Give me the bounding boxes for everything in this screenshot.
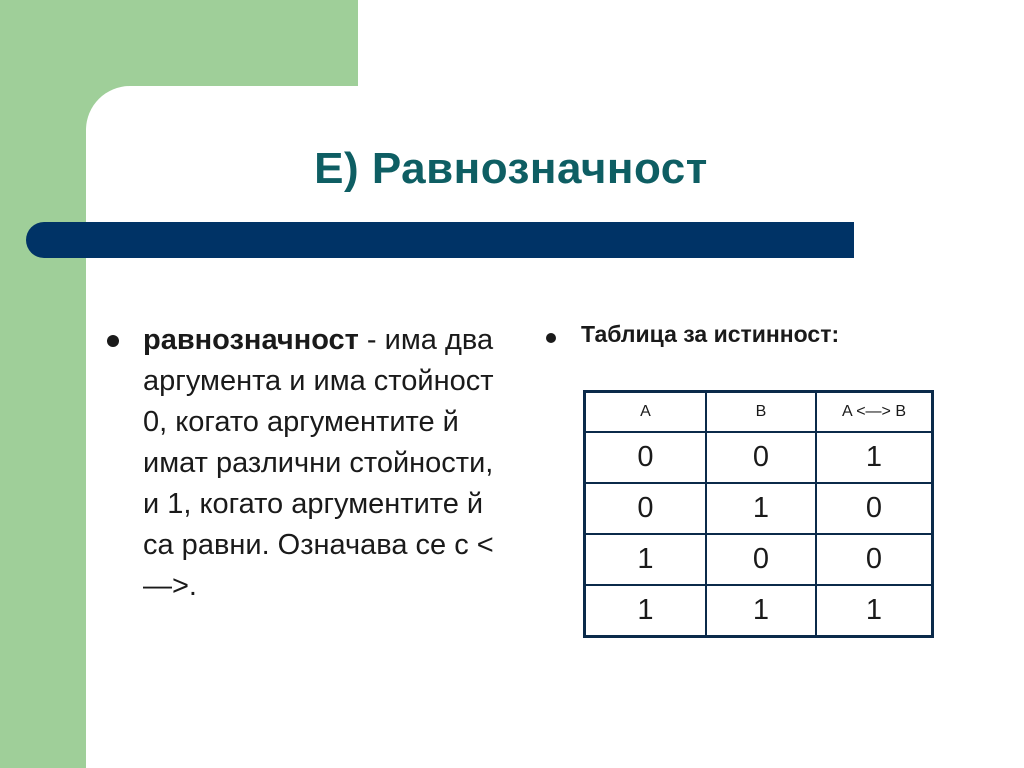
table-cell: 0: [706, 432, 816, 483]
definition-paragraph: [143, 320, 513, 607]
table-cell: 0: [816, 534, 933, 585]
bullet-icon: [107, 335, 119, 347]
table-cell: 1: [706, 483, 816, 534]
defined-term: равнозначност: [143, 324, 359, 356]
definition-text: - има два аргумента и има стойност 0, когато аргументите й имат различни стойности, и 1, когато аргументите й са равни. Означава се с <—>.: [143, 324, 494, 602]
table-cell: 1: [706, 585, 816, 637]
table-cell: 1: [585, 585, 707, 637]
table-cell: 0: [706, 534, 816, 585]
table-row: [585, 432, 933, 483]
table-cell: 1: [816, 585, 933, 637]
slide-title: Е) Равнозначност: [314, 144, 708, 193]
title-divider-bar: [26, 222, 854, 258]
table-cell: 1: [816, 432, 933, 483]
column-header: A: [585, 392, 707, 433]
truth-table-heading: Таблица за истинност:: [581, 321, 840, 347]
bullet-icon: [546, 333, 556, 343]
table-row: [585, 585, 933, 637]
table-cell: 0: [816, 483, 933, 534]
column-header: A <—> B: [816, 392, 933, 433]
table-cell: 1: [585, 534, 707, 585]
column-header: B: [706, 392, 816, 433]
table-header-row: [585, 392, 933, 433]
table-row: [585, 534, 933, 585]
table-row: [585, 483, 933, 534]
truth-table: [583, 390, 934, 638]
table-cell: 0: [585, 432, 707, 483]
table-cell: 0: [585, 483, 707, 534]
